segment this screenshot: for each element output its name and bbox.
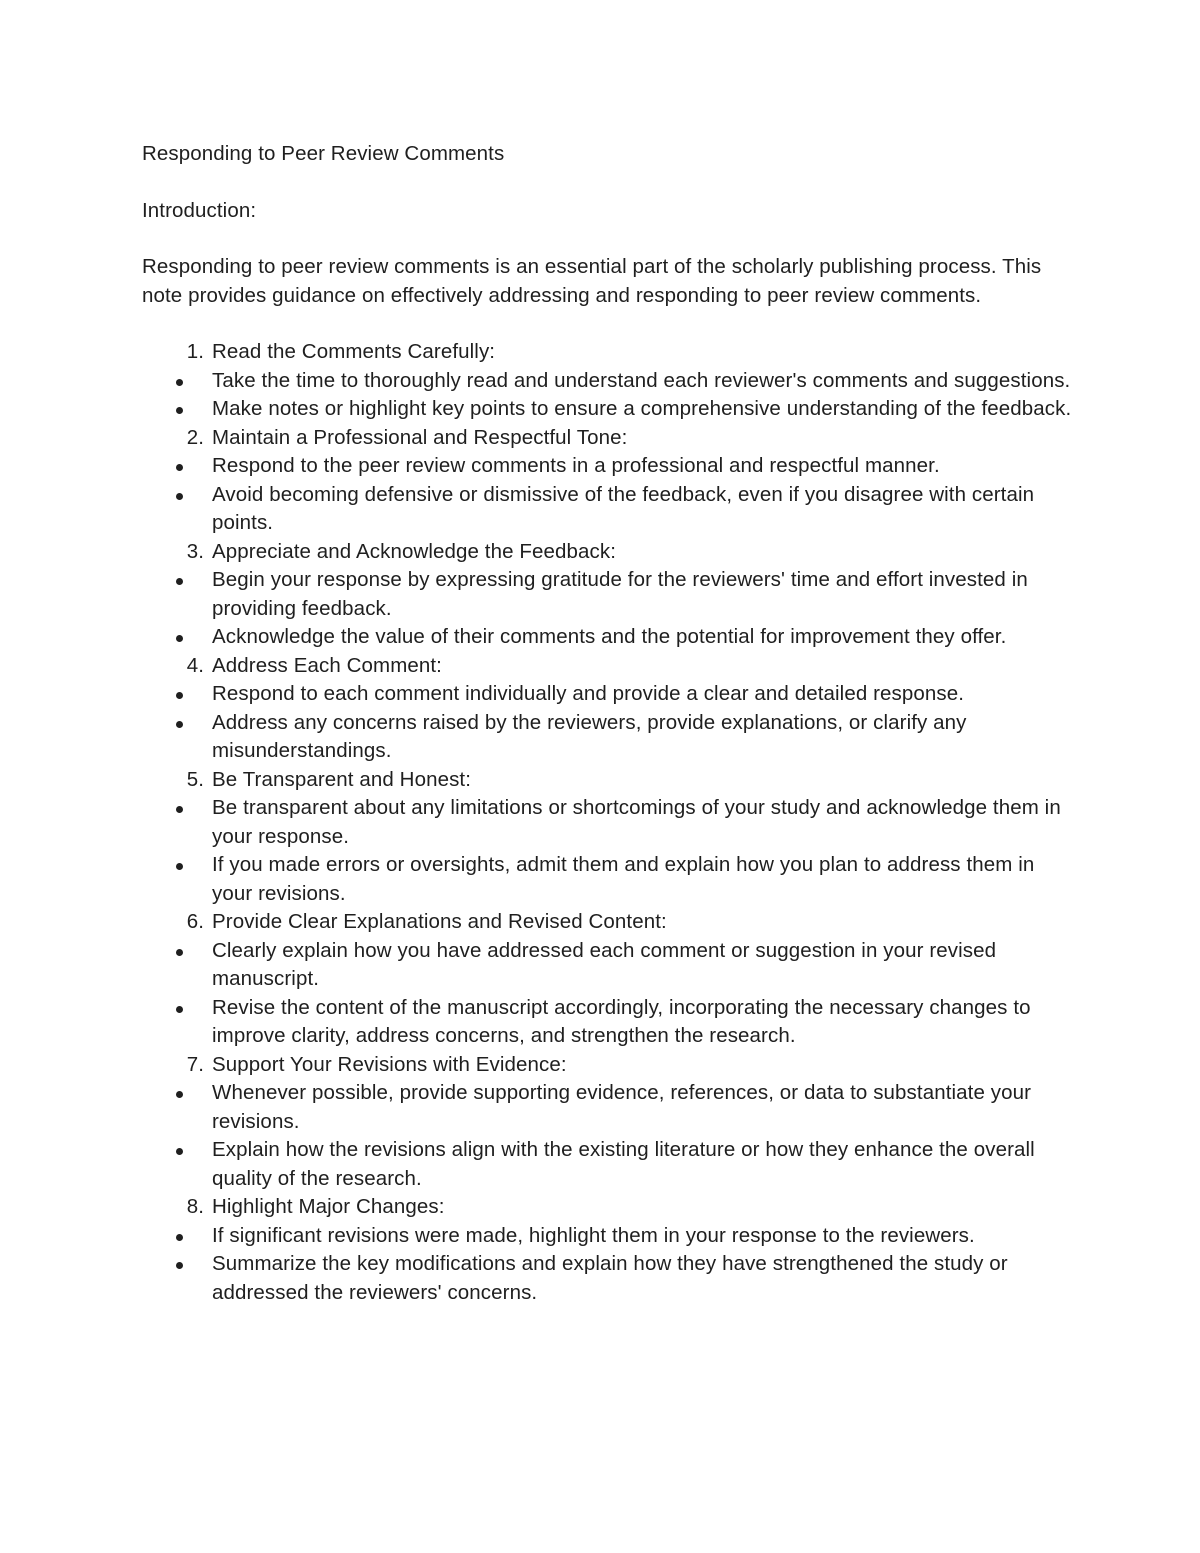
bullet-item: [142, 1222, 1072, 1251]
bullet-dot-icon: [176, 1006, 183, 1013]
bullet-dot-icon: [176, 493, 183, 500]
item-heading: Address Each Comment:: [212, 653, 442, 677]
bullet-item: [142, 994, 1072, 1051]
numbered-item: [142, 338, 1072, 367]
item-number: [142, 908, 212, 937]
bullet-dot-icon: [176, 692, 183, 699]
item-number-label: 6.: [186, 910, 204, 933]
bullet-dot-icon: [176, 464, 183, 471]
bullet-marker: [142, 994, 212, 1013]
bullet-marker: [142, 623, 212, 642]
bullet-dot-icon: [176, 1262, 183, 1269]
bullet-text: Make notes or highlight key points to ensure a comprehensive understanding of the feedback.: [212, 397, 1072, 420]
item-number: [142, 424, 212, 453]
item-number: [142, 1193, 212, 1222]
bullet-dot-icon: [176, 721, 183, 728]
bullet-text: Begin your response by expressing gratitude for the reviewers' time and effort invested in providing feedback.: [212, 568, 1028, 620]
item-heading: Read the Comments Carefully:: [212, 340, 496, 363]
bullet-text: Take the time to thoroughly read and understand each reviewer's comments and suggestions.: [212, 368, 1071, 392]
numbered-item: [142, 1051, 1072, 1080]
bullet-text: Whenever possible, provide supporting evidence, references, or data to substantiate your revisions.: [212, 1081, 1032, 1133]
item-number: [142, 766, 212, 795]
bullet-dot-icon: [176, 863, 183, 870]
bullet-text: If significant revisions were made, highlight them in your response to the reviewers.: [212, 1223, 975, 1247]
bullet-dot-icon: [176, 1091, 183, 1098]
bullet-text: Clearly explain how you have addressed each comment or suggestion in your revised manuscript.: [212, 938, 997, 990]
bullet-marker: [142, 709, 212, 728]
item-number: [142, 538, 212, 567]
bullet-item: [142, 623, 1072, 652]
item-number-label: 2.: [186, 425, 204, 449]
bullet-marker: [142, 680, 212, 699]
bullet-marker: [142, 794, 212, 813]
bullet-marker: [142, 1136, 212, 1155]
numbered-item: [142, 424, 1072, 453]
bullet-text: Explain how the revisions align with the existing literature or how they enhance the overall quality of the research.: [212, 1138, 1035, 1190]
bullet-item: [142, 481, 1072, 538]
bullet-item: [142, 566, 1072, 623]
bullet-marker: [142, 395, 212, 414]
bullet-item: [142, 1136, 1072, 1193]
guidance-list: [142, 338, 1072, 1307]
bullet-dot-icon: [176, 1234, 183, 1241]
bullet-dot-icon: [176, 379, 183, 386]
bullet-item: [142, 709, 1072, 766]
bullet-text: If you made errors or oversights, admit them and explain how you plan to address them in your revisions.: [212, 853, 1035, 905]
intro-paragraph: Responding to peer review comments is an essential part of the scholarly publishing process. This note provides guidance on effectively addressing and responding to peer review comments.: [142, 255, 1042, 307]
bullet-dot-icon: [176, 407, 183, 414]
bullet-item: [142, 395, 1072, 424]
bullet-item: [142, 452, 1072, 481]
bullet-item: [142, 794, 1072, 851]
bullet-text: Respond to the peer review comments in a professional and respectful manner.: [212, 454, 940, 477]
item-number: [142, 1051, 212, 1080]
bullet-dot-icon: [176, 1148, 183, 1155]
item-number: [142, 338, 212, 367]
item-heading: Maintain a Professional and Respectful Tone:: [212, 425, 628, 449]
item-heading: Appreciate and Acknowledge the Feedback:: [212, 539, 617, 563]
intro-heading: Introduction:: [142, 198, 257, 222]
item-number-label: 1.: [186, 340, 204, 363]
bullet-text: Revise the content of the manuscript accordingly, incorporating the necessary changes to improve clarity, address concerns, and strengthen the research.: [212, 995, 1031, 1047]
item-number-label: 8.: [186, 1195, 204, 1218]
bullet-marker: [142, 1250, 212, 1269]
numbered-item: [142, 652, 1072, 681]
bullet-marker: [142, 1079, 212, 1098]
bullet-item: [142, 1250, 1072, 1307]
document-title: Responding to Peer Review Comments: [142, 142, 505, 165]
bullet-item: [142, 851, 1072, 908]
bullet-marker: [142, 452, 212, 471]
bullet-text: Avoid becoming defensive or dismissive of the feedback, even if you disagree with certain points.: [212, 482, 1035, 534]
bullet-marker: [142, 851, 212, 870]
item-heading: Provide Clear Explanations and Revised Content:: [212, 910, 667, 933]
document-page: [142, 140, 1072, 1307]
bullet-dot-icon: [176, 949, 183, 956]
bullet-marker: [142, 937, 212, 956]
item-number-label: 3.: [186, 539, 204, 563]
bullet-marker: [142, 481, 212, 500]
bullet-text: Acknowledge the value of their comments and the potential for improvement they offer.: [212, 625, 1007, 648]
item-number: [142, 652, 212, 681]
numbered-item: [142, 538, 1072, 567]
bullet-dot-icon: [176, 806, 183, 813]
bullet-marker: [142, 566, 212, 585]
bullet-text: Summarize the key modifications and explain how they have strengthened the study or addressed the reviewers' concerns.: [212, 1252, 1008, 1304]
bullet-item: [142, 680, 1072, 709]
numbered-item: [142, 1193, 1072, 1222]
bullet-item: [142, 1079, 1072, 1136]
bullet-item: [142, 367, 1072, 396]
bullet-item: [142, 937, 1072, 994]
item-number-label: 7.: [186, 1052, 204, 1076]
item-number-label: 4.: [186, 653, 204, 677]
bullet-text: Respond to each comment individually and provide a clear and detailed response.: [212, 682, 965, 705]
numbered-item: [142, 908, 1072, 937]
item-heading: Highlight Major Changes:: [212, 1195, 445, 1218]
bullet-dot-icon: [176, 578, 183, 585]
item-heading: Support Your Revisions with Evidence:: [212, 1052, 567, 1076]
item-number-label: 5.: [186, 767, 204, 791]
bullet-dot-icon: [176, 635, 183, 642]
bullet-marker: [142, 1222, 212, 1241]
bullet-marker: [142, 367, 212, 386]
item-heading: Be Transparent and Honest:: [212, 767, 472, 791]
numbered-item: [142, 766, 1072, 795]
bullet-text: Address any concerns raised by the reviewers, provide explanations, or clarify any misunderstandings.: [212, 710, 967, 762]
bullet-text: Be transparent about any limitations or shortcomings of your study and acknowledge them in your response.: [212, 796, 1061, 848]
